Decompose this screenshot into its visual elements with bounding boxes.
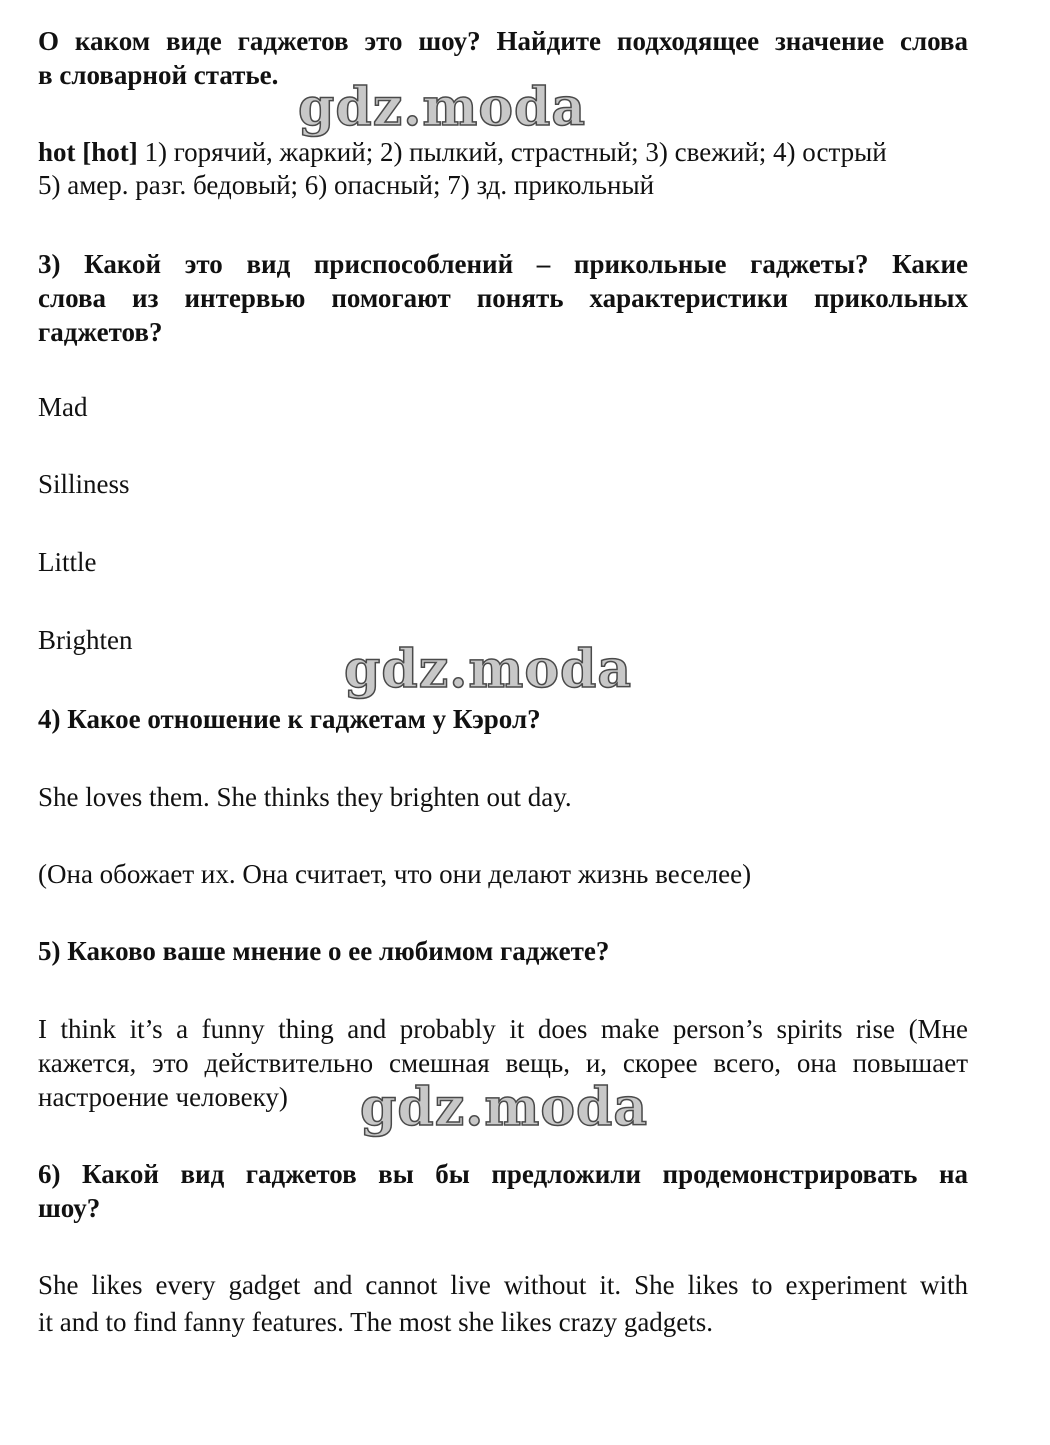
dictionary-term: hot [hot] (38, 137, 138, 167)
watermark-1: gdz.moda (298, 77, 587, 138)
q3-word-3: Little (38, 547, 97, 577)
watermark-3: gdz.moda (360, 1077, 649, 1138)
q4-translation: (Она обожает их. Она считает, что они делают жизнь веселее) (38, 859, 752, 889)
q3-question-line-2: слова из интервью помогают понять характеристики прикольных (38, 283, 968, 313)
q5-question: 5) Каково ваше мнение о ее любимом гаджете? (38, 936, 610, 966)
q4-answer: She loves them. She thinks they brighten out day. (38, 782, 572, 812)
dictionary-entry-line-1 (38, 135, 968, 169)
q3-question-line-1: 3) Какой это вид приспособлений – прикольные гаджеты? Какие (38, 249, 968, 279)
q5-answer-line-3: настроение человеку) (38, 1082, 288, 1112)
q5-answer-line-1: I think it’s a funny thing and probably it does make person’s spirits rise (Мне (38, 1014, 968, 1044)
q3-question-line-3: гаджетов? (38, 317, 163, 347)
intro-question-line-2: в словарной статье. (38, 60, 279, 90)
q6-question-line-2: шоу? (38, 1193, 101, 1223)
watermark-2: gdz.moda (344, 639, 633, 700)
q6-answer-line-2: it and to find fanny features. The most she likes crazy gadgets. (38, 1307, 714, 1337)
intro-question-line-1: О каком виде гаджетов это шоу? Найдите подходящее значение слова (38, 26, 968, 56)
q3-word-1: Mad (38, 392, 88, 422)
dictionary-meanings: 1) горячий, жаркий; 2) пылкий, страстный; 3) свежий; 4) острый (137, 137, 887, 167)
q3-word-2: Silliness (38, 469, 130, 499)
q3-word-4: Brighten (38, 625, 133, 655)
dictionary-entry-line-2: 5) амер. разг. бедовый; 6) опасный; 7) зд. прикольный (38, 170, 655, 200)
q5-answer-line-2: кажется, это действительно смешная вещь, и, скорее всего, она повышает (38, 1048, 968, 1078)
q6-answer-line-1: She likes every gadget and cannot live without it. She likes to experiment with (38, 1270, 968, 1300)
q4-question: 4) Какое отношение к гаджетам у Кэрол? (38, 704, 541, 734)
q6-question-line-1: 6) Какой вид гаджетов вы бы предложили продемонстрировать на (38, 1159, 968, 1189)
